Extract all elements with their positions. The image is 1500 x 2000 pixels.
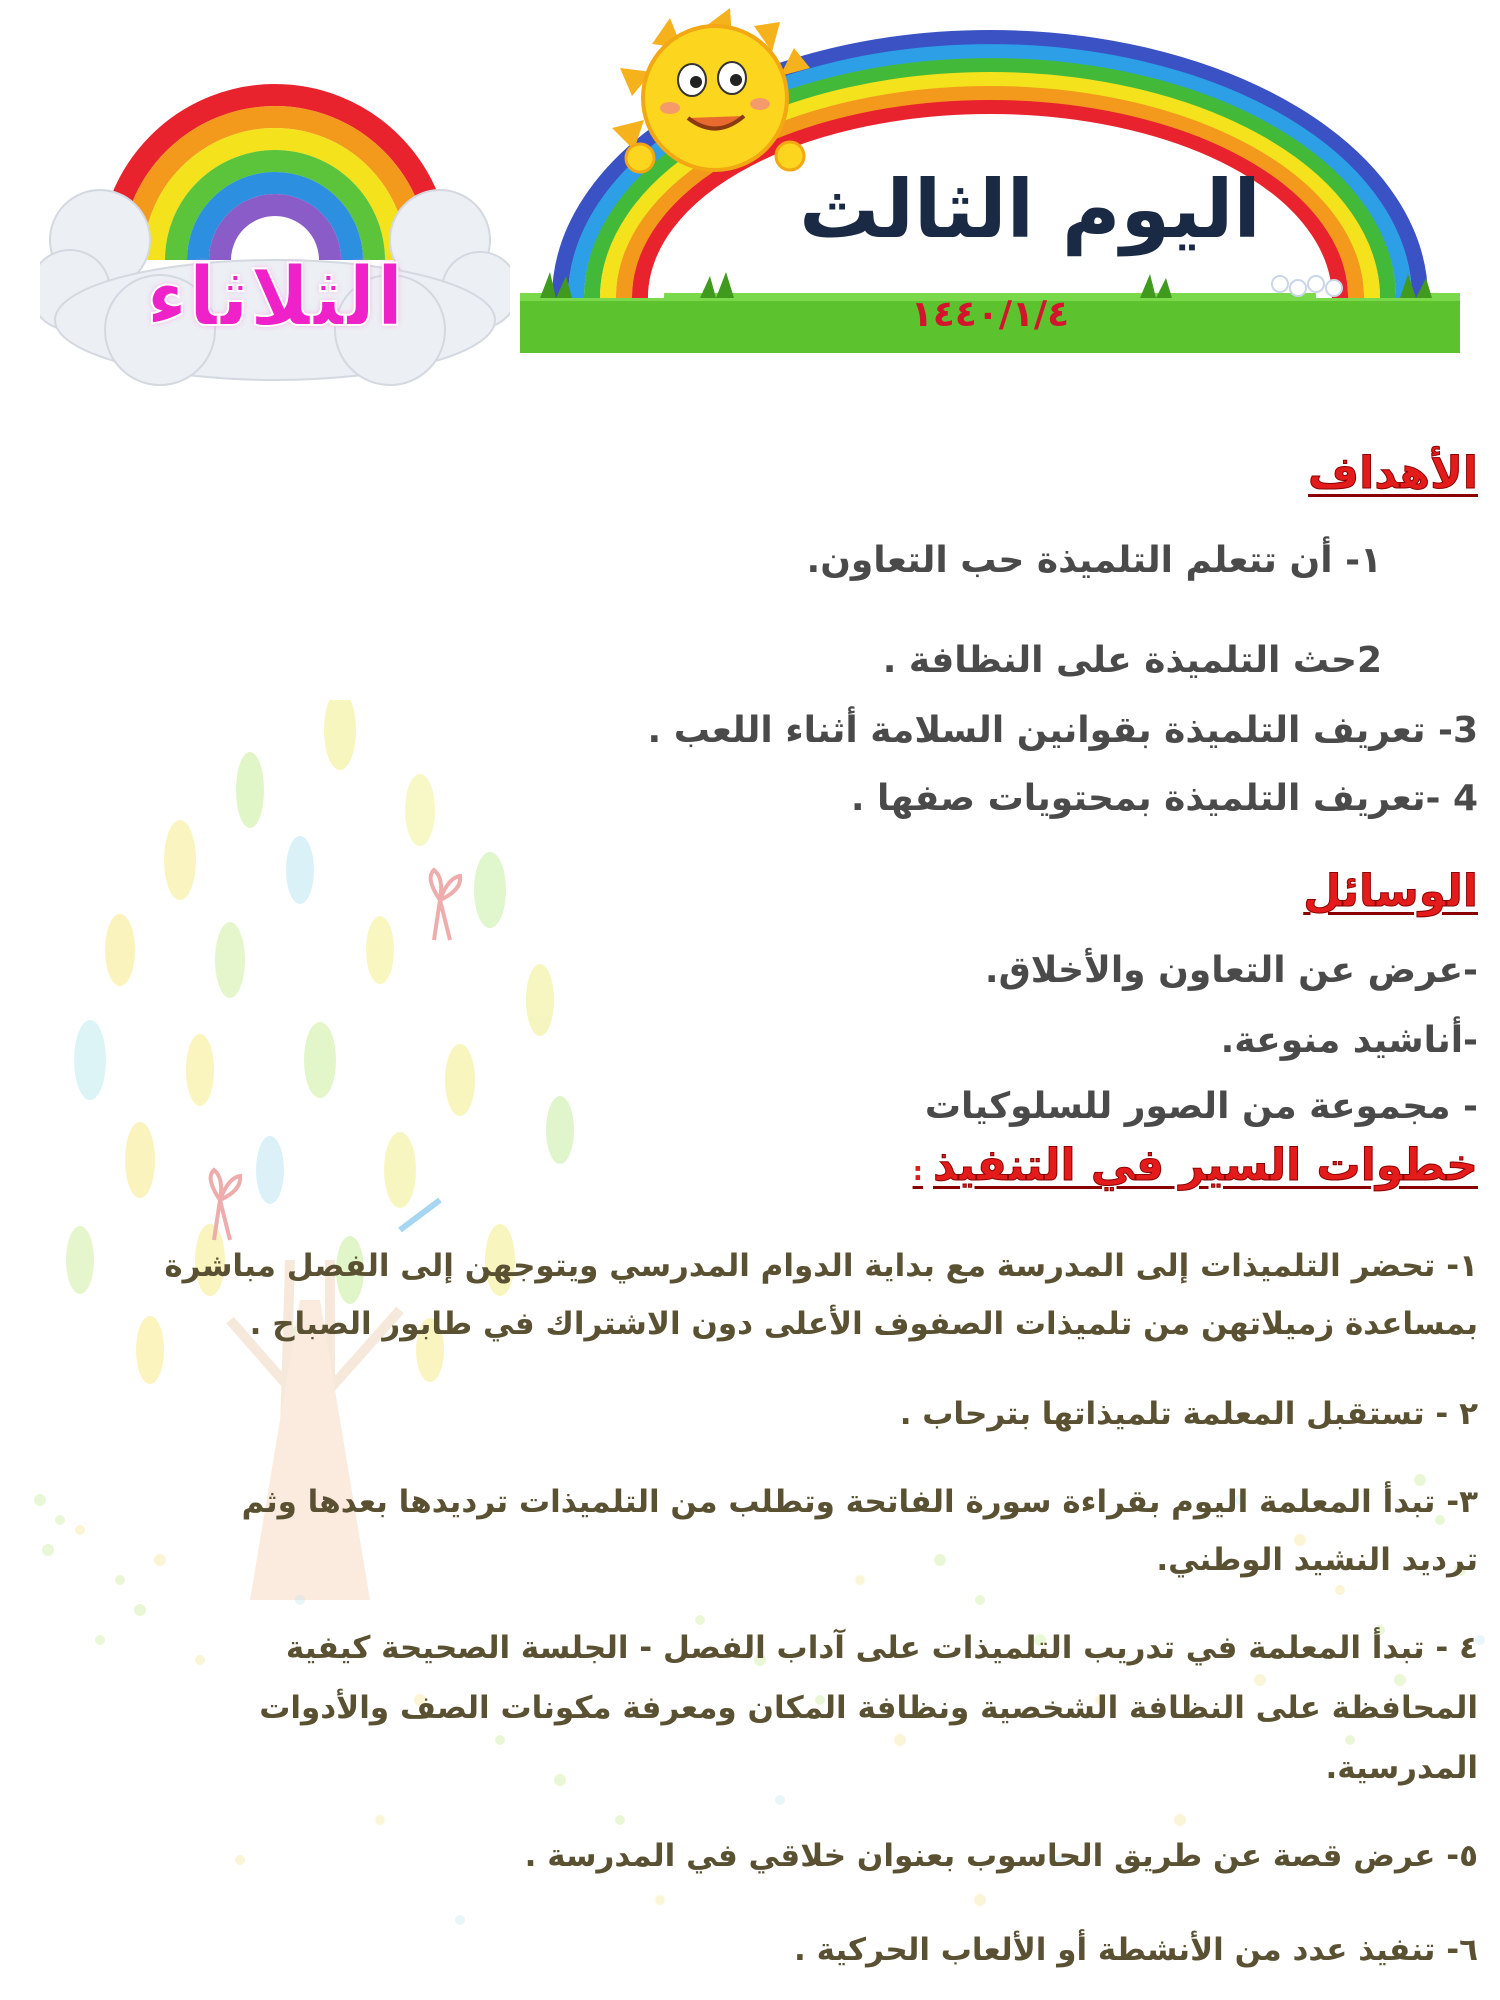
- tool-item-2: -أناشيد منوعة.: [1220, 1020, 1478, 1061]
- day-name-label: الثلاثاء: [145, 250, 405, 345]
- goal-item-4: 4 -تعريف التلميذة بمحتويات صفها .: [850, 778, 1478, 819]
- tools-heading: الوسائل: [1303, 866, 1478, 917]
- step-line-2: بمساعدة زميلاتهن من تلميذات الصفوف الأعلى دون الاشتراك في طابور الصباح .: [249, 1306, 1478, 1342]
- steps-heading-colon: :: [912, 1157, 923, 1187]
- step-line-7: المحافظة على النظافة الشخصية ونظافة المكان ومعرفة مكونات الصف والأدوات: [259, 1690, 1478, 1726]
- step-line-9: ٥- عرض قصة عن طريق الحاسوب بعنوان خلاقي في المدرسة .: [524, 1838, 1478, 1874]
- tool-item-3: - مجموعة من الصور للسلوكيات: [924, 1086, 1478, 1127]
- day-title-banner: [520, 8, 1460, 358]
- day-name-badge: [40, 30, 510, 390]
- step-line-4: ٣- تبدأ المعلمة اليوم بقراءة سورة الفاتحة وتطلب من التلميذات ترديدها بعدها وثم: [241, 1484, 1478, 1520]
- tool-item-1: -عرض عن التعاون والأخلاق.: [984, 950, 1478, 991]
- goal-item-2: 2حث التلميذة على النظافة .: [882, 640, 1382, 681]
- sun-icon: [612, 8, 810, 172]
- day-date: ١٤٤٠/١/٤: [910, 294, 1070, 335]
- day-title: اليوم الثالث: [799, 163, 1261, 256]
- step-line-10: ٦- تنفيذ عدد من الأنشطة أو الألعاب الحركية .: [794, 1932, 1478, 1968]
- step-line-8: المدرسية.: [1325, 1750, 1478, 1786]
- steps-heading-text: خطوات السير في التنفيذ: [932, 1140, 1478, 1191]
- goal-item-1: ١- أن تتعلم التلميذة حب التعاون.: [806, 540, 1382, 581]
- step-line-5: ترديد النشيد الوطني.: [1156, 1542, 1478, 1578]
- goal-item-3: 3- تعريف التلميذة بقوانين السلامة أثناء اللعب .: [647, 710, 1478, 751]
- step-line-1: ١- تحضر التلميذات إلى المدرسة مع بداية الدوام المدرسي ويتوجهن إلى الفصل مباشرة: [164, 1248, 1478, 1284]
- goals-heading: الأهداف: [1308, 448, 1478, 499]
- steps-heading: [913, 1140, 1478, 1191]
- step-line-3: ٢ - تستقبل المعلمة تلميذاتها بترحاب .: [899, 1396, 1478, 1432]
- step-line-6: ٤ - تبدأ المعلمة في تدريب التلميذات على آداب الفصل - الجلسة الصحيحة كيفية: [285, 1630, 1478, 1666]
